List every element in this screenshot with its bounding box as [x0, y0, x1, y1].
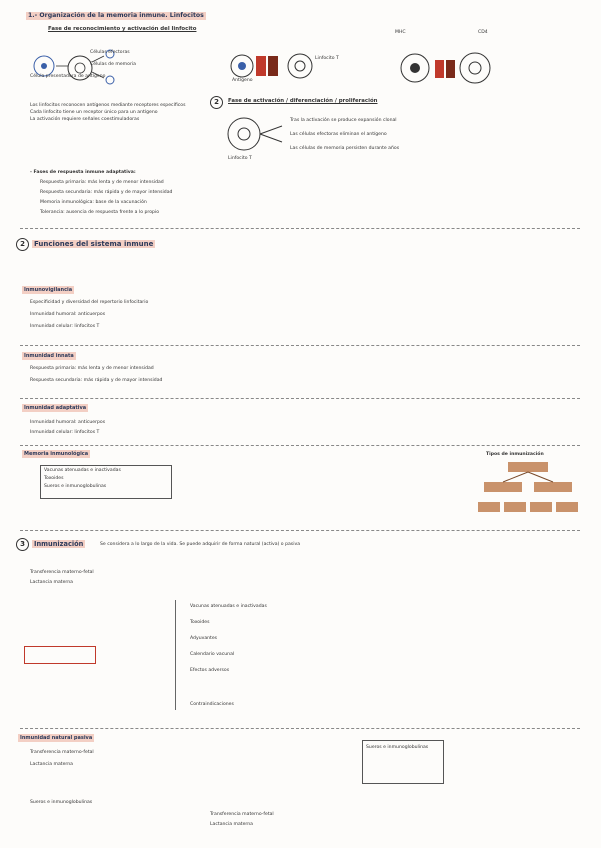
divider: [20, 530, 580, 531]
label-effector: Células efectoras: [90, 50, 130, 55]
note: Cada linfocito tiene un receptor único para un antígeno: [30, 110, 158, 115]
subheading-activation: Fase de activación / diferenciación / proliferación: [228, 98, 378, 104]
function-item: Memoria inmunológica: [24, 451, 89, 457]
note: Vacunas atenuadas e inactivadas: [44, 468, 121, 473]
function-item: Inmunidad adaptativa: [24, 405, 87, 411]
section-3-heading: Inmunización: [34, 540, 84, 548]
section-number: 2: [16, 238, 29, 251]
note: Los linfocitos reconocen antígenos mediante receptores específicos: [30, 103, 186, 108]
note: Memoria inmunológica: base de la vacunación: [40, 200, 147, 205]
divider: [20, 228, 580, 229]
note: Inmunidad celular: linfocitos T: [30, 324, 100, 329]
section-2-heading: Funciones del sistema inmune: [34, 240, 154, 248]
section-4-heading: Inmunidad natural pasiva: [20, 735, 93, 741]
divider: [20, 445, 580, 446]
label-cd4: CD4: [478, 30, 488, 35]
cell-diagram-mhc: [395, 38, 505, 98]
note: Especificidad y diversidad del repertorio linfocitario: [30, 300, 149, 305]
note: Transferencia materno-fetal: [210, 812, 274, 817]
note: Adyuvantes: [190, 636, 218, 641]
note: Inmunidad humoral: anticuerpos: [30, 312, 106, 317]
note: Toxoides: [44, 476, 64, 481]
note: Inmunidad humoral: anticuerpos: [30, 420, 106, 425]
immunization-tree-diagram: [478, 460, 578, 520]
note: Calendario vacunal: [190, 652, 235, 657]
note: Sueros e inmunoglobulinas: [30, 800, 93, 805]
note: Transferencia materno-fetal: [30, 570, 94, 575]
section-3-intro: Se considera a lo largo de la vida. Se puede adquirir de forma natural (activa) o pasiva: [100, 542, 301, 547]
function-item: Inmunidad innata: [24, 353, 74, 359]
note: Las células de memoria persisten durante años: [290, 146, 400, 151]
label-lymphocyte-t: Linfocito T: [315, 56, 339, 61]
pyramid-title: Tipos de inmunización: [486, 452, 544, 457]
note: Lactancia materna: [210, 822, 253, 827]
function-item: Inmunovigilancia: [24, 287, 73, 293]
label-mhc: MHC: [395, 30, 406, 35]
cell-diagram-activation: [222, 112, 272, 156]
note: La activación requiere señales coestimuladoras: [30, 117, 140, 122]
note-box: [24, 646, 96, 664]
divider: [20, 398, 580, 399]
note: Tolerancia: ausencia de respuesta frente a lo propio: [40, 210, 160, 215]
note: Efectos adversos: [190, 668, 230, 673]
note: Respuesta secundaria: más rápida y de mayor intensidad: [30, 378, 163, 383]
label-lt: Linfocito T: [228, 156, 252, 161]
section-1-heading: 1.- Organización de la memoria inmune. Linfocitos: [28, 12, 204, 19]
note: Lactancia materna: [30, 762, 73, 767]
divider: [20, 728, 580, 729]
label-antigen: Antígeno: [232, 78, 253, 83]
note: Transferencia materno-fetal: [30, 750, 94, 755]
bullet-phases: - Fases de respuesta inmune adaptativa:: [30, 170, 136, 175]
step-number: 2: [210, 96, 223, 109]
note: Inmunidad celular: linfocitos T: [30, 430, 100, 435]
note: Tras la activación se produce expansión clonal: [290, 118, 397, 123]
note: Toxoides: [190, 620, 210, 625]
section-number: 3: [16, 538, 29, 551]
note: Contraindicaciones: [190, 702, 234, 707]
note: Sueros e inmunoglobulinas: [366, 745, 429, 750]
subheading-recognition: Fase de reconocimiento y activación del linfocito: [48, 26, 197, 32]
note: Vacunas atenuadas e inactivadas: [190, 604, 267, 609]
note: Sueros e inmunoglobulinas: [44, 484, 107, 489]
label-apc: Célula presentadora de antígeno: [30, 74, 106, 79]
bracket: [175, 600, 176, 710]
note: Las células efectoras eliminan el antígeno: [290, 132, 387, 137]
note: Respuesta secundaria: más rápida y de mayor intensidad: [40, 190, 173, 195]
note: Respuesta primaria: más lenta y de menor intensidad: [40, 180, 164, 185]
note: Lactancia materna: [30, 580, 73, 585]
cell-diagram-recognition: [30, 38, 210, 98]
note: Respuesta primaria: más lenta y de menor intensidad: [30, 366, 154, 371]
divider: [20, 345, 580, 346]
label-memory: Células de memoria: [90, 62, 136, 67]
